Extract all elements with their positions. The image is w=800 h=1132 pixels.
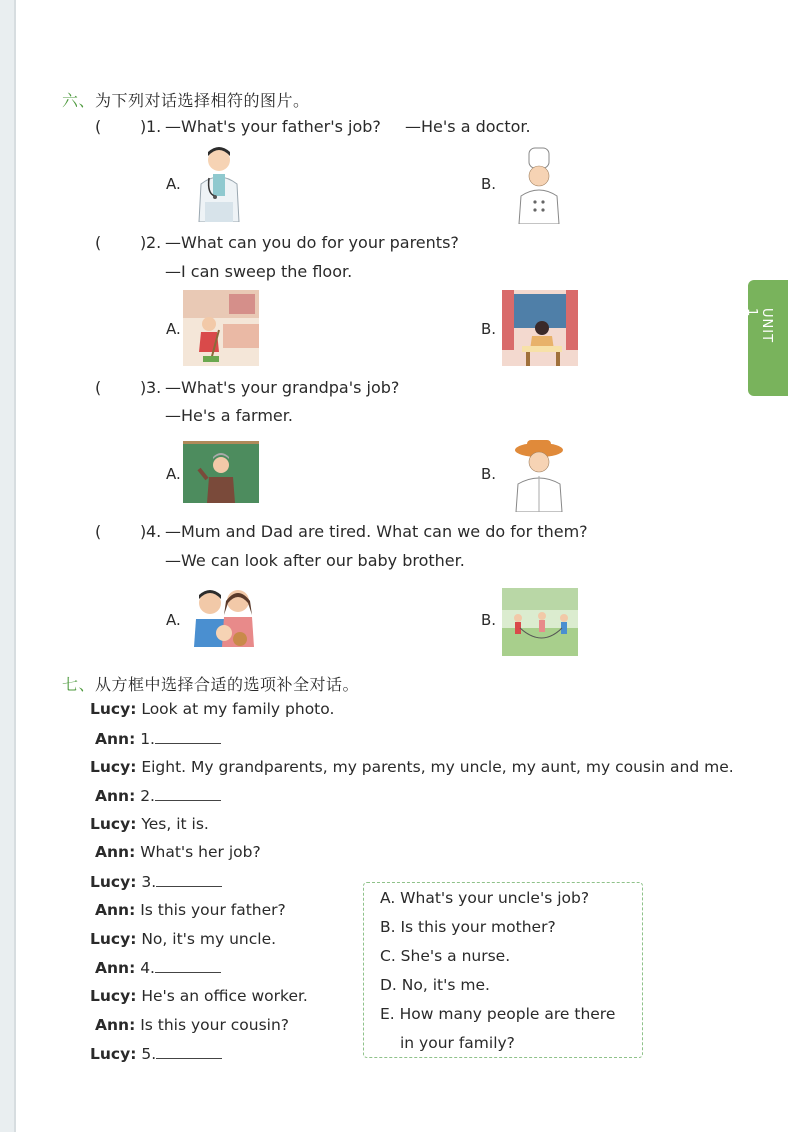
q4-option-a-label: A. [166,611,181,629]
section-7-heading [62,672,359,695]
dialogue-line [90,700,334,718]
dialogue-line [90,758,734,776]
speaker-label: Lucy: [90,815,137,833]
dialogue-text: Look at my family photo. [136,700,335,718]
question-2-answer: —I can sweep the floor. [165,262,353,281]
question-3-line: —What's your grandpa's job? [165,378,400,397]
answer-paren-close: ) [140,378,147,397]
dialogue-text: What's her job? [135,843,261,861]
dialogue-text: 4. [135,959,155,977]
unit-tab-label: UNIT 1 [744,308,774,344]
page-binding-shadow [14,0,16,1132]
dialogue-text: 2. [135,787,155,805]
speaker-label: Ann: [95,730,136,748]
q2-option-b-label: B. [481,320,497,338]
question-1-answer: —He's a doctor. [405,117,531,136]
q3-option-a-label: A. [166,465,181,483]
speaker-label: Ann: [95,901,136,919]
answer-paren-open: ( [95,117,102,136]
answer-blank-2[interactable] [155,786,221,801]
question-2-number: 2. [146,233,162,252]
section-6-number: 六、 [62,91,96,110]
question-4-answer: —We can look after our baby brother. [165,551,465,570]
dialogue-text: No, it's my uncle. [136,930,277,948]
answer-blank-4[interactable] [155,958,221,973]
speaker-label: Lucy: [90,700,137,718]
dialogue-line [90,872,222,891]
dialogue-text: Yes, it is. [136,815,209,833]
playing-picture[interactable] [502,588,578,656]
answer-blank-1[interactable] [155,729,221,744]
speaker-label: Lucy: [90,758,137,776]
doctor-picture[interactable] [193,144,245,222]
speaker-label: Lucy: [90,1045,137,1063]
q3-option-b-label: B. [481,465,497,483]
dialogue-line [90,987,308,1005]
dialogue-line [95,729,221,748]
question-1-line: —What's your father's job? [165,117,381,136]
dialogue-text: 5. [136,1045,157,1063]
dialogue-line [95,901,286,919]
answer-paren-close: ) [140,522,147,541]
question-3-answer: —He's a farmer. [165,406,293,425]
speaker-label: Ann: [95,843,136,861]
option-a: A. What's your uncle's job? [380,889,590,907]
answer-blank-5[interactable] [156,1044,222,1059]
chef-picture[interactable] [517,146,561,224]
q2-option-a-label: A. [166,320,181,338]
question-2-line: —What can you do for your parents? [165,233,459,252]
speaker-label: Lucy: [90,987,137,1005]
dialogue-line [90,930,276,948]
dialogue-text: He's an office worker. [136,987,308,1005]
unit-tab [744,280,788,396]
option-e: E. How many people are there [380,1005,616,1023]
answer-paren-close: ) [140,233,147,252]
dialogue-line [95,843,261,861]
question-4-line: —Mum and Dad are tired. What can we do for them? [165,522,588,541]
dialogue-line [95,958,221,977]
option-e-continued: in your family? [400,1034,515,1052]
baby-care-picture[interactable] [188,585,260,651]
speaker-label: Ann: [95,787,136,805]
section-6-heading [62,88,310,111]
sweeping-picture[interactable] [183,290,259,366]
section-7-number: 七、 [62,675,96,694]
option-c: C. She's a nurse. [380,947,511,965]
option-d: D. No, it's me. [380,976,490,994]
dialogue-text: Is this your cousin? [135,1016,290,1034]
answer-paren-close: ) [140,117,147,136]
q1-option-a-label: A. [166,175,181,193]
question-4-number: 4. [146,522,162,541]
speaker-label: Lucy: [90,930,137,948]
dialogue-line [90,815,209,833]
writing-picture[interactable] [502,290,578,366]
dialogue-text: Is this your father? [135,901,286,919]
dialogue-line [95,786,221,805]
q4-option-b-label: B. [481,611,497,629]
options-box [363,882,643,1058]
q1-option-b-label: B. [481,175,497,193]
answer-paren-open: ( [95,233,102,252]
dialogue-text: 1. [135,730,155,748]
answer-paren-open: ( [95,378,102,397]
speaker-label: Ann: [95,1016,136,1034]
speaker-label: Ann: [95,959,136,977]
section-6-title: 为下列对话选择相符的图片。 [95,91,310,110]
question-3-number: 3. [146,378,162,397]
question-1-number: 1. [146,117,162,136]
speaker-label: Lucy: [90,873,137,891]
answer-paren-open: ( [95,522,102,541]
teacher-picture[interactable] [183,441,259,503]
page-binding-edge [0,0,14,1132]
option-b: B. Is this your mother? [380,918,556,936]
section-7-title: 从方框中选择合适的选项补全对话。 [95,675,360,694]
dialogue-text: 3. [136,873,157,891]
dialogue-line [95,1016,289,1034]
dialogue-text: Eight. My grandparents, my parents, my uncle, my aunt, my cousin and me. [136,758,734,776]
dialogue-line [90,1044,222,1063]
farmer-picture[interactable] [512,436,566,512]
answer-blank-3[interactable] [156,872,222,887]
